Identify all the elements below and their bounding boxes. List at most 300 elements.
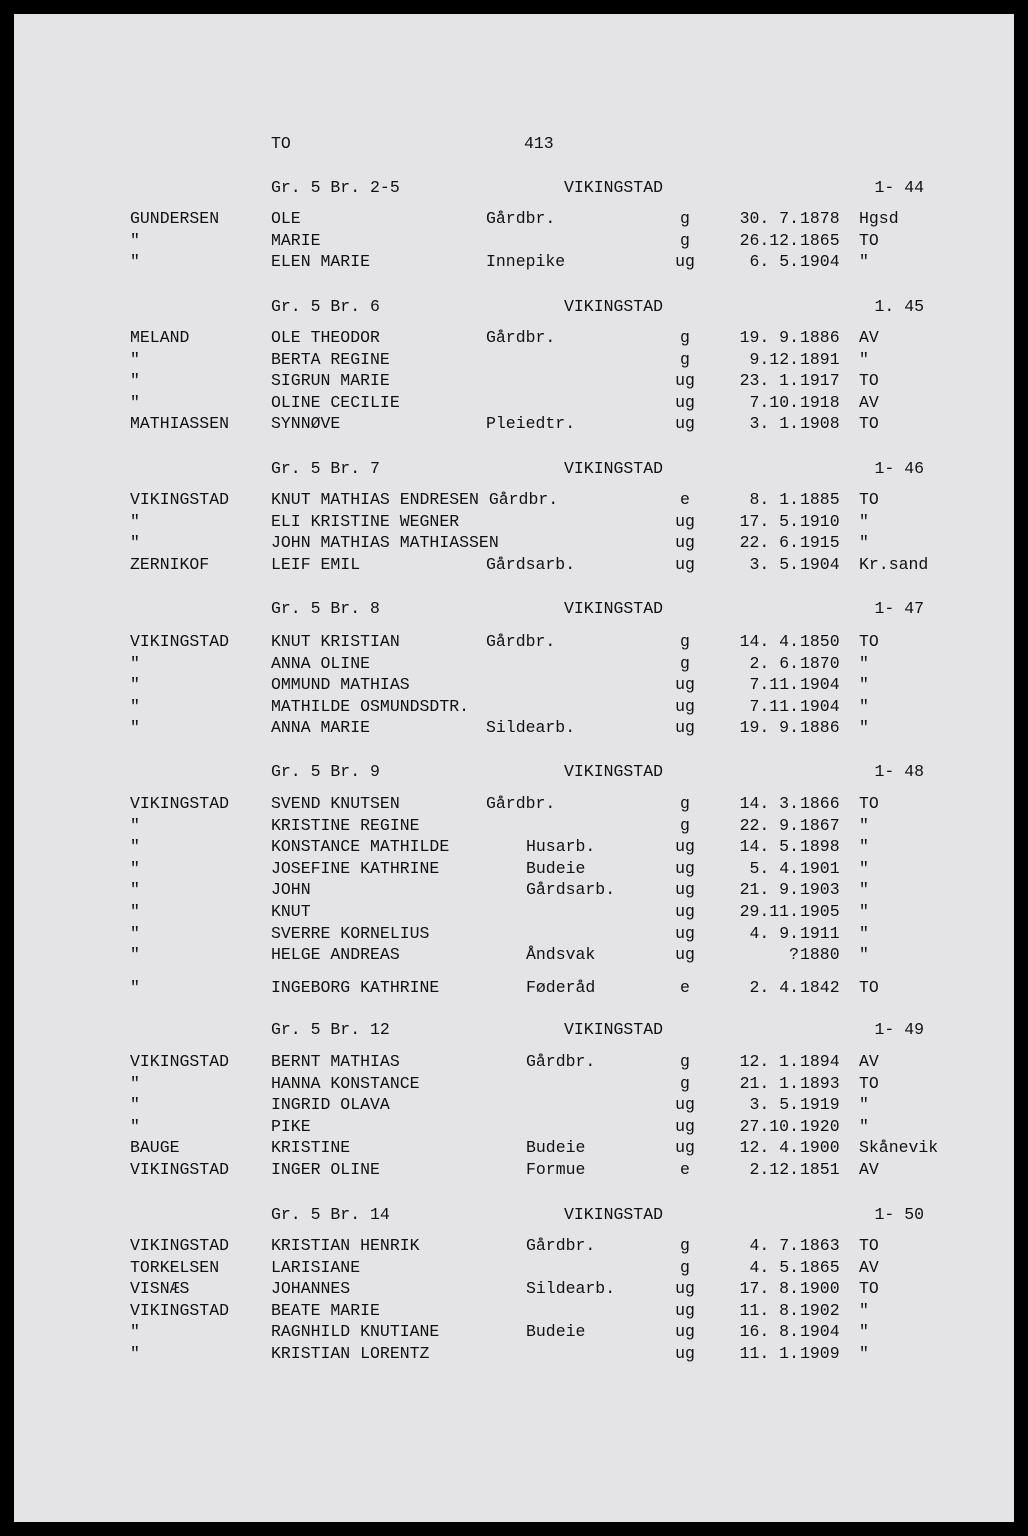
marital-status: e [680, 1160, 690, 1179]
birth-year: 1904 [800, 555, 840, 574]
birth-date: 2. 4. [749, 978, 799, 997]
birth-place: TO [859, 371, 879, 390]
birth-year: 1910 [800, 512, 840, 531]
birth-place: " [859, 902, 869, 921]
person-row [14, 1073, 1014, 1095]
birth-date: 4. 7. [749, 1236, 799, 1255]
birth-place: AV [859, 1258, 879, 1277]
surname: " [130, 1344, 140, 1363]
occupation: Gårdbr. [486, 794, 556, 813]
birth-date: 12. 1. [739, 1052, 799, 1071]
occupation: Innepike [486, 252, 566, 271]
given-names: JOHANNES [271, 1279, 351, 1298]
birth-place: TO [859, 632, 879, 651]
given-names: SIGRUN MARIE [271, 371, 390, 390]
given-names: SVERRE KORNELIUS [271, 924, 430, 943]
surname: " [130, 859, 140, 878]
section-number: 1- 48 [874, 762, 924, 781]
given-names: KRISTIAN LORENTZ [271, 1344, 430, 1363]
occupation: Budeie [526, 1138, 586, 1157]
section-grbr: Gr. 5 Br. 12 [271, 1020, 390, 1039]
section-grbr: Gr. 5 Br. 6 [271, 297, 380, 316]
birth-place: " [859, 1301, 869, 1320]
birth-year: 1903 [800, 880, 840, 899]
surname: TORKELSEN [130, 1258, 220, 1277]
surname: BAUGE [130, 1138, 180, 1157]
marital-status: ug [675, 533, 695, 552]
birth-date: 4. 9. [749, 924, 799, 943]
surname: " [130, 1074, 140, 1093]
section-grbr: Gr. 5 Br. 7 [271, 459, 380, 478]
section-place: VIKINGSTAD [564, 459, 664, 478]
marital-status: g [680, 231, 690, 250]
birth-place: " [859, 512, 869, 531]
person-row [14, 631, 1014, 653]
birth-place: " [859, 1117, 869, 1136]
document-page [14, 14, 1014, 1522]
birth-place: Hgsd [859, 209, 899, 228]
birth-date: 9.12. [749, 350, 799, 369]
section-number: 1. 45 [874, 297, 924, 316]
birth-place: " [859, 945, 869, 964]
given-names: INGEBORG KATHRINE [271, 978, 440, 997]
birth-place: " [859, 1344, 869, 1363]
birth-date: 22. 6. [739, 533, 799, 552]
person-row [14, 511, 1014, 533]
surname: VIKINGSTAD [130, 1160, 230, 1179]
birth-date: 17. 8. [739, 1279, 799, 1298]
surname: VISNÆS [130, 1279, 190, 1298]
given-names: MARIE [271, 231, 321, 250]
given-names: BEATE MARIE [271, 1301, 380, 1320]
occupation: Gårdbr. [486, 632, 556, 651]
person-row [14, 879, 1014, 901]
page-header [14, 133, 1014, 155]
marital-status: ug [675, 1095, 695, 1114]
birth-place: " [859, 1095, 869, 1114]
surname: " [130, 654, 140, 673]
birth-year: 1850 [800, 632, 840, 651]
section-grbr: Gr. 5 Br. 9 [271, 762, 380, 781]
marital-status: g [680, 1074, 690, 1093]
surname: " [130, 675, 140, 694]
given-names: INGER OLINE [271, 1160, 380, 1179]
section-grbr: Gr. 5 Br. 2-5 [271, 178, 400, 197]
occupation: Husarb. [526, 837, 596, 856]
occupation: Budeie [526, 859, 586, 878]
section-place: VIKINGSTAD [564, 762, 664, 781]
given-names: RAGNHILD KNUTIANE [271, 1322, 440, 1341]
given-names: PIKE [271, 1117, 311, 1136]
birth-place: " [859, 837, 869, 856]
surname: GUNDERSEN [130, 209, 220, 228]
birth-place: " [859, 350, 869, 369]
birth-place: " [859, 1322, 869, 1341]
birth-place: " [859, 718, 869, 737]
section-number: 1- 47 [874, 599, 924, 618]
given-names: SYNNØVE [271, 414, 341, 433]
marital-status: ug [675, 859, 695, 878]
surname: " [130, 880, 140, 899]
birth-year: 1880 [800, 945, 840, 964]
marital-status: ug [675, 252, 695, 271]
birth-date: 26.12. [739, 231, 799, 250]
birth-date: 11. 8. [739, 1301, 799, 1320]
person-row [14, 489, 1014, 511]
marital-status: g [680, 1258, 690, 1277]
birth-year: 1904 [800, 697, 840, 716]
surname: " [130, 393, 140, 412]
birth-place: TO [859, 1279, 879, 1298]
given-names: JOHN [271, 880, 311, 899]
birth-date: 22. 9. [739, 816, 799, 835]
surname: ZERNIKOF [130, 555, 210, 574]
birth-place: " [859, 533, 869, 552]
occupation: Gårdsarb. [486, 555, 576, 574]
birth-date: 21. 1. [739, 1074, 799, 1093]
marital-status: g [680, 632, 690, 651]
birth-date: 14. 3. [739, 794, 799, 813]
birth-place: " [859, 654, 869, 673]
surname: MELAND [130, 328, 190, 347]
person-row [14, 1159, 1014, 1181]
birth-year: 1866 [800, 794, 840, 813]
section-header [14, 1019, 1014, 1041]
given-names: ELI KRISTINE WEGNER [271, 512, 460, 531]
birth-year: 1919 [800, 1095, 840, 1114]
birth-place: " [859, 816, 869, 835]
surname: " [130, 816, 140, 835]
surname: " [130, 252, 140, 271]
given-names: JOHN MATHIAS MATHIASSEN [271, 533, 499, 552]
birth-date: 3. 5. [749, 555, 799, 574]
person-row [14, 1321, 1014, 1343]
marital-status: ug [675, 837, 695, 856]
surname: VIKINGSTAD [130, 1236, 230, 1255]
birth-date: 7.11. [749, 675, 799, 694]
given-names: LEIF EMIL [271, 555, 361, 574]
birth-place: TO [859, 978, 879, 997]
person-row [14, 554, 1014, 576]
given-names: ANNA MARIE [271, 718, 371, 737]
section-number: 1- 46 [874, 459, 924, 478]
marital-status: ug [675, 512, 695, 531]
birth-year: 1915 [800, 533, 840, 552]
given-names: KRISTIAN HENRIK [271, 1236, 420, 1255]
given-names: KONSTANCE MATHILDE [271, 837, 450, 856]
birth-year: 1886 [800, 718, 840, 737]
marital-status: ug [675, 880, 695, 899]
birth-place: TO [859, 1236, 879, 1255]
person-row [14, 370, 1014, 392]
surname: " [130, 231, 140, 250]
birth-date: 11. 1. [739, 1344, 799, 1363]
birth-year: 1904 [800, 1322, 840, 1341]
birth-date: 3. 1. [749, 414, 799, 433]
given-names: OLE THEODOR [271, 328, 380, 347]
birth-year: 1865 [800, 1258, 840, 1277]
birth-place: AV [859, 1160, 879, 1179]
given-names: OLE [271, 209, 301, 228]
marital-status: ug [675, 945, 695, 964]
birth-year: 1865 [800, 231, 840, 250]
section-number: 1- 44 [874, 178, 924, 197]
marital-status: ug [675, 555, 695, 574]
section-grbr: Gr. 5 Br. 8 [271, 599, 380, 618]
birth-place: Skånevik [859, 1138, 939, 1157]
person-row [14, 717, 1014, 739]
surname: " [130, 924, 140, 943]
section-place: VIKINGSTAD [564, 1205, 664, 1224]
surname: VIKINGSTAD [130, 490, 230, 509]
page-district: TO [271, 134, 291, 153]
birth-year: 1893 [800, 1074, 840, 1093]
surname: " [130, 350, 140, 369]
birth-place: Kr.sand [859, 555, 929, 574]
person-row [14, 944, 1014, 966]
surname: " [130, 1095, 140, 1114]
surname: VIKINGSTAD [130, 1301, 230, 1320]
marital-status: ug [675, 371, 695, 390]
marital-status: g [680, 816, 690, 835]
birth-year: 1902 [800, 1301, 840, 1320]
occupation: Gårdbr. [526, 1236, 596, 1255]
marital-status: ug [675, 902, 695, 921]
section-place: VIKINGSTAD [564, 178, 664, 197]
surname: " [130, 512, 140, 531]
birth-date: 27.10. [739, 1117, 799, 1136]
marital-status: ug [675, 1301, 695, 1320]
person-row [14, 532, 1014, 554]
birth-place: " [859, 697, 869, 716]
marital-status: ug [675, 697, 695, 716]
birth-date: 14. 4. [739, 632, 799, 651]
marital-status: g [680, 1052, 690, 1071]
birth-year: 1863 [800, 1236, 840, 1255]
person-row [14, 653, 1014, 675]
section-header [14, 458, 1014, 480]
section-number: 1- 49 [874, 1020, 924, 1039]
birth-date: 2.12. [749, 1160, 799, 1179]
page-number: 413 [524, 134, 554, 153]
birth-year: 1900 [800, 1279, 840, 1298]
birth-place: AV [859, 1052, 879, 1071]
surname: " [130, 697, 140, 716]
marital-status: ug [675, 924, 695, 943]
given-names: INGRID OLAVA [271, 1095, 390, 1114]
birth-year: 1867 [800, 816, 840, 835]
section-header [14, 177, 1014, 199]
section-number: 1- 50 [874, 1205, 924, 1224]
birth-year: 1908 [800, 414, 840, 433]
birth-year: 1904 [800, 675, 840, 694]
occupation: Sildearb. [526, 1279, 616, 1298]
birth-year: 1870 [800, 654, 840, 673]
birth-year: 1911 [800, 924, 840, 943]
occupation: Gårdbr. [486, 328, 556, 347]
person-row [14, 251, 1014, 273]
birth-year: 1891 [800, 350, 840, 369]
occupation: Gårdbr. [526, 1052, 596, 1071]
surname: " [130, 1117, 140, 1136]
birth-year: 1900 [800, 1138, 840, 1157]
birth-date: 8. 1. [749, 490, 799, 509]
marital-status: ug [675, 675, 695, 694]
given-names: BERNT MATHIAS [271, 1052, 400, 1071]
surname: " [130, 371, 140, 390]
marital-status: g [680, 209, 690, 228]
occupation: Formue [526, 1160, 586, 1179]
given-names: SVEND KNUTSEN [271, 794, 400, 813]
birth-date: 29.11. [739, 902, 799, 921]
birth-date: ? [789, 945, 799, 964]
birth-date: 16. 8. [739, 1322, 799, 1341]
person-row [14, 1137, 1014, 1159]
given-names: JOSEFINE KATHRINE [271, 859, 440, 878]
marital-status: ug [675, 1279, 695, 1298]
person-row [14, 793, 1014, 815]
marital-status: e [680, 490, 690, 509]
birth-place: " [859, 252, 869, 271]
occupation: Gårdbr. [486, 209, 556, 228]
birth-date: 19. 9. [739, 718, 799, 737]
given-names: KRISTINE REGINE [271, 816, 420, 835]
person-row [14, 858, 1014, 880]
person-row [14, 413, 1014, 435]
surname: " [130, 533, 140, 552]
surname: " [130, 945, 140, 964]
birth-date: 12. 4. [739, 1138, 799, 1157]
marital-status: ug [675, 1322, 695, 1341]
birth-date: 7.11. [749, 697, 799, 716]
birth-year: 1901 [800, 859, 840, 878]
given-names: ANNA OLINE [271, 654, 371, 673]
birth-date: 5. 4. [749, 859, 799, 878]
occupation: Budeie [526, 1322, 586, 1341]
surname: " [130, 1322, 140, 1341]
section-place: VIKINGSTAD [564, 1020, 664, 1039]
person-row [14, 1257, 1014, 1279]
person-row [14, 836, 1014, 858]
given-names: KNUT [271, 902, 311, 921]
person-row [14, 674, 1014, 696]
birth-date: 19. 9. [739, 328, 799, 347]
marital-status: g [680, 654, 690, 673]
birth-year: 1918 [800, 393, 840, 412]
marital-status: ug [675, 1117, 695, 1136]
occupation: Sildearb. [486, 718, 576, 737]
birth-year: 1898 [800, 837, 840, 856]
birth-place: AV [859, 393, 879, 412]
given-names: BERTA REGINE [271, 350, 390, 369]
marital-status: g [680, 350, 690, 369]
surname: " [130, 718, 140, 737]
birth-place: TO [859, 490, 879, 509]
surname: " [130, 902, 140, 921]
surname: " [130, 837, 140, 856]
birth-year: 1878 [800, 209, 840, 228]
person-row [14, 230, 1014, 252]
birth-place: " [859, 924, 869, 943]
person-row [14, 923, 1014, 945]
birth-place: TO [859, 231, 879, 250]
section-place: VIKINGSTAD [564, 297, 664, 316]
birth-place: " [859, 859, 869, 878]
person-row [14, 977, 1014, 999]
birth-date: 7.10. [749, 393, 799, 412]
person-row [14, 696, 1014, 718]
birth-year: 1842 [800, 978, 840, 997]
section-header [14, 296, 1014, 318]
birth-place: " [859, 675, 869, 694]
given-names: LARISIANE [271, 1258, 361, 1277]
marital-status: ug [675, 1344, 695, 1363]
birth-year: 1917 [800, 371, 840, 390]
birth-place: TO [859, 414, 879, 433]
given-names: ELEN MARIE [271, 252, 371, 271]
section-place: VIKINGSTAD [564, 599, 664, 618]
surname: " [130, 978, 140, 997]
given-names: OLINE CECILIE [271, 393, 400, 412]
birth-date: 14. 5. [739, 837, 799, 856]
birth-date: 4. 5. [749, 1258, 799, 1277]
surname: MATHIASSEN [130, 414, 230, 433]
birth-year: 1894 [800, 1052, 840, 1071]
surname: VIKINGSTAD [130, 632, 230, 651]
birth-year: 1909 [800, 1344, 840, 1363]
birth-year: 1905 [800, 902, 840, 921]
person-row [14, 1235, 1014, 1257]
birth-place: TO [859, 794, 879, 813]
birth-date: 2. 6. [749, 654, 799, 673]
occupation: Gårdsarb. [526, 880, 616, 899]
given-names: HANNA KONSTANCE [271, 1074, 420, 1093]
person-row [14, 1116, 1014, 1138]
person-row [14, 349, 1014, 371]
birth-date: 6. 5. [749, 252, 799, 271]
marital-status: e [680, 978, 690, 997]
person-row [14, 1343, 1014, 1365]
marital-status: ug [675, 718, 695, 737]
birth-place: " [859, 880, 869, 899]
given-names: KNUT MATHIAS ENDRESEN Gårdbr. [271, 490, 559, 509]
person-row [14, 1094, 1014, 1116]
section-grbr: Gr. 5 Br. 14 [271, 1205, 390, 1224]
given-names: OMMUND MATHIAS [271, 675, 410, 694]
birth-year: 1885 [800, 490, 840, 509]
birth-date: 21. 9. [739, 880, 799, 899]
surname: VIKINGSTAD [130, 794, 230, 813]
person-row [14, 1051, 1014, 1073]
person-row [14, 392, 1014, 414]
person-row [14, 327, 1014, 349]
marital-status: g [680, 794, 690, 813]
person-row [14, 1300, 1014, 1322]
given-names: MATHILDE OSMUNDSDTR. [271, 697, 470, 716]
marital-status: g [680, 328, 690, 347]
marital-status: g [680, 1236, 690, 1255]
occupation: Føderåd [526, 978, 596, 997]
given-names: HELGE ANDREAS [271, 945, 400, 964]
birth-date: 30. 7. [739, 209, 799, 228]
birth-year: 1904 [800, 252, 840, 271]
person-row [14, 1278, 1014, 1300]
person-row [14, 208, 1014, 230]
birth-place: TO [859, 1074, 879, 1093]
surname: VIKINGSTAD [130, 1052, 230, 1071]
marital-status: ug [675, 414, 695, 433]
birth-date: 23. 1. [739, 371, 799, 390]
